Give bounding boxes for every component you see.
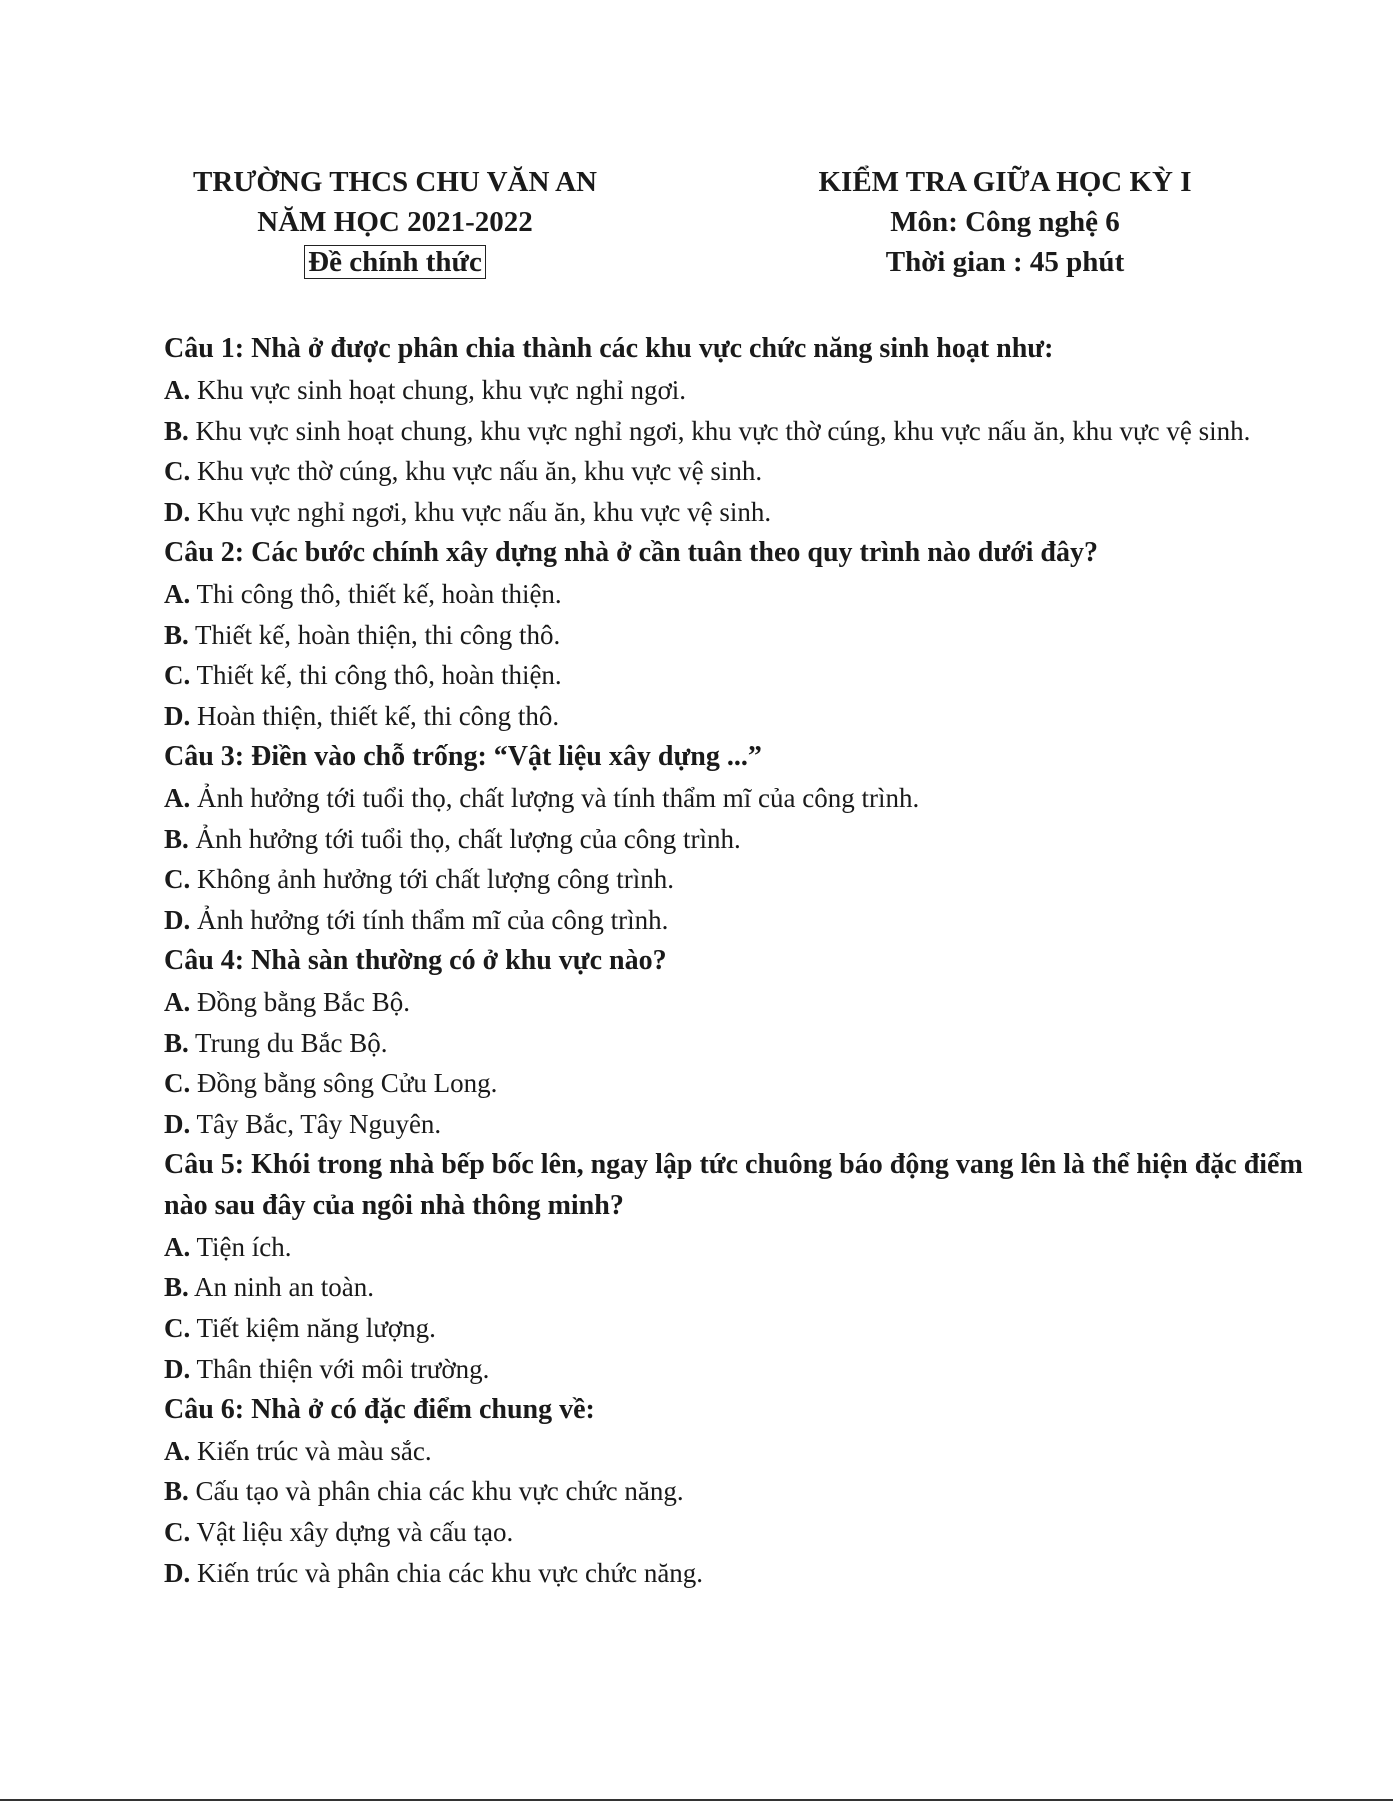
answer-option xyxy=(164,574,1334,615)
option-letter: A. xyxy=(164,374,191,405)
answer-option xyxy=(164,1023,1334,1064)
option-letter: A. xyxy=(164,782,191,813)
option-text: Đồng bằng sông Cửu Long. xyxy=(190,1068,498,1099)
option-text: Kiến trúc và màu sắc. xyxy=(190,1435,432,1466)
option-text: Thiết kế, thi công thô, hoàn thiện. xyxy=(190,660,562,691)
option-text: An ninh an toàn. xyxy=(188,1272,374,1303)
answer-option xyxy=(164,492,1334,533)
official-label-wrap xyxy=(150,242,640,282)
question-stem: Câu 4: Nhà sàn thường có ở khu vực nào? xyxy=(164,944,667,976)
answer-option xyxy=(164,1063,1334,1104)
question-stem: Câu 5: Khói trong nhà bếp bốc lên, ngay lập tức chuông báo động vang lên là thể hiện đặc điểm nào sau đây của ngôi nhà thông minh? xyxy=(164,1148,1303,1221)
option-letter: D. xyxy=(164,1109,191,1140)
school-name: TRƯỜNG THCS CHU VĂN AN xyxy=(193,166,597,198)
exam-header xyxy=(760,162,1250,282)
option-letter: D. xyxy=(164,1557,191,1588)
option-letter: C. xyxy=(164,1517,191,1548)
question-block xyxy=(164,329,1334,533)
option-text: Tây Bắc, Tây Nguyên. xyxy=(190,1109,442,1140)
question-block xyxy=(164,1390,1334,1594)
option-letter: D. xyxy=(164,701,191,732)
option-text: Kiến trúc và phân chia các khu vực chức năng. xyxy=(190,1557,704,1588)
answer-option xyxy=(164,1227,1334,1268)
option-letter: D. xyxy=(164,497,191,528)
option-letter: B. xyxy=(164,1027,189,1058)
answer-option xyxy=(164,655,1334,696)
option-letter: C. xyxy=(164,864,191,895)
option-letter: A. xyxy=(164,986,191,1017)
exam-duration: Thời gian : 45 phút xyxy=(885,246,1125,278)
official-label: Đề chính thức xyxy=(304,245,486,279)
question-block xyxy=(164,737,1334,941)
answer-option xyxy=(164,778,1334,819)
question-stem: Câu 1: Nhà ở được phân chia thành các khu vực chức năng sinh hoạt như: xyxy=(164,333,1054,364)
option-letter: D. xyxy=(164,1353,191,1384)
question-stem: Câu 6: Nhà ở có đặc điểm chung về: xyxy=(164,1393,595,1425)
option-text: Ảnh hưởng tới tuổi thọ, chất lượng và tính thẩm mĩ của công trình. xyxy=(190,782,920,813)
option-letter: B. xyxy=(164,415,189,446)
option-text: Khu vực sinh hoạt chung, khu vực nghỉ ngơi, khu vực thờ cúng, khu vực nấu ăn, khu vực vệ sinh. xyxy=(188,415,1251,446)
option-letter: A. xyxy=(164,578,191,609)
option-text: Thân thiện với môi trường. xyxy=(190,1353,490,1384)
answer-option xyxy=(164,696,1334,737)
option-letter: B. xyxy=(164,823,189,854)
option-letter: B. xyxy=(164,619,189,650)
option-text: Vật liệu xây dựng và cấu tạo. xyxy=(190,1517,514,1548)
option-letter: A. xyxy=(164,1435,191,1466)
option-letter: D. xyxy=(164,905,191,936)
option-text: Thi công thô, thiết kế, hoàn thiện. xyxy=(190,578,562,609)
school-year: NĂM HỌC 2021-2022 xyxy=(257,206,533,238)
question-list xyxy=(164,329,1334,1594)
answer-option xyxy=(164,819,1334,860)
exam-subject: Môn: Công nghệ 6 xyxy=(890,206,1120,238)
question-block xyxy=(164,533,1334,737)
answer-option xyxy=(164,451,1334,492)
answer-option xyxy=(164,859,1334,900)
question-block xyxy=(164,1145,1334,1390)
answer-option xyxy=(164,370,1334,411)
answer-option xyxy=(164,1104,1334,1145)
question-stem: Câu 3: Điền vào chỗ trống: “Vật liệu xây dựng ...” xyxy=(164,740,762,772)
answer-option xyxy=(164,1431,1334,1472)
answer-option xyxy=(164,1349,1334,1390)
option-letter: C. xyxy=(164,1068,191,1099)
answer-option xyxy=(164,1267,1334,1308)
answer-option xyxy=(164,411,1334,452)
option-letter: B. xyxy=(164,1476,189,1507)
school-header xyxy=(150,162,640,282)
option-text: Tiết kiệm năng lượng. xyxy=(190,1313,436,1344)
option-text: Ảnh hưởng tới tính thẩm mĩ của công trình. xyxy=(190,905,669,936)
option-text: Khu vực thờ cúng, khu vực nấu ăn, khu vực vệ sinh. xyxy=(190,456,763,487)
exam-title: KIỂM TRA GIỮA HỌC KỲ I xyxy=(818,166,1192,198)
answer-option xyxy=(164,615,1334,656)
option-text: Hoàn thiện, thiết kế, thi công thô. xyxy=(190,701,560,732)
option-letter: A. xyxy=(164,1231,191,1262)
option-text: Ảnh hưởng tới tuổi thọ, chất lượng của công trình. xyxy=(188,823,741,854)
option-letter: C. xyxy=(164,456,191,487)
option-text: Không ảnh hưởng tới chất lượng công trình. xyxy=(190,864,675,895)
answer-option xyxy=(164,1471,1334,1512)
option-text: Cấu tạo và phân chia các khu vực chức năng. xyxy=(188,1476,684,1507)
question-block xyxy=(164,941,1334,1145)
option-letter: B. xyxy=(164,1272,189,1303)
option-text: Trung du Bắc Bộ. xyxy=(188,1027,388,1058)
answer-option xyxy=(164,982,1334,1023)
option-text: Khu vực sinh hoạt chung, khu vực nghỉ ngơi. xyxy=(190,374,686,405)
answer-option xyxy=(164,900,1334,941)
answer-option xyxy=(164,1553,1334,1594)
option-letter: C. xyxy=(164,1313,191,1344)
answer-option xyxy=(164,1308,1334,1349)
option-text: Tiện ích. xyxy=(190,1231,292,1262)
option-letter: C. xyxy=(164,660,191,691)
option-text: Khu vực nghỉ ngơi, khu vực nấu ăn, khu vực vệ sinh. xyxy=(190,497,772,528)
question-stem: Câu 2: Các bước chính xây dựng nhà ở cần tuân theo quy trình nào dưới đây? xyxy=(164,536,1099,568)
option-text: Đồng bằng Bắc Bộ. xyxy=(190,986,410,1017)
answer-option xyxy=(164,1512,1334,1553)
option-text: Thiết kế, hoàn thiện, thi công thô. xyxy=(188,619,561,650)
